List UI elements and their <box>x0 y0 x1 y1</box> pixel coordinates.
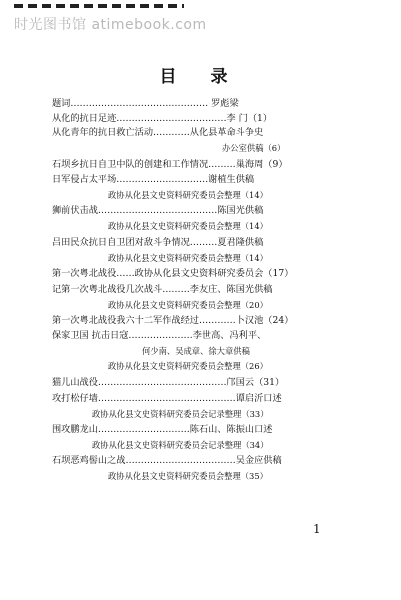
toc-entry: 吕田民众抗日自卫团对敌斗争情况………夏君隆供稿 <box>52 237 264 248</box>
toc-line-continuation: 政协从化县文史资料研究委员会整理（14） <box>108 221 268 231</box>
toc-entry: 石坝恶鸡髻山之战………………………………吴金应供稿 <box>52 455 282 466</box>
watermark: 时光图书馆 atimebook.com <box>14 17 207 33</box>
toc-line-continuation: 办公室供稿（6） <box>222 143 286 153</box>
page-title: 目 录 <box>159 67 242 87</box>
toc-entry: 记第一次粤北战役几次战斗………李友庄、陈国光供稿 <box>52 284 273 295</box>
toc-entry: 围攻鹏龙山…………………………陈石山、陈振山口述 <box>52 424 273 435</box>
toc-entry: 攻打松仔墙………………………………………谭启沂口述 <box>52 393 282 404</box>
toc-entry: 第一次粤北战役……政协从化县文史资料研究委员会（17） <box>52 268 294 279</box>
toc-line-continuation: 政协从化县文史资料研究委员会记录整理（33） <box>92 409 269 419</box>
toc-line-continuation: 何少南、吴成章、徐大章供稿 <box>142 346 250 356</box>
toc-line-continuation: 政协从化县文史资料研究委员会整理（26） <box>108 361 268 371</box>
toc-entry: 从化青年的抗日救亡活动…………从化县革命斗争史 <box>52 127 264 138</box>
toc-entry: 石坝乡抗日自卫中队的创建和工作情况………巢海周（9） <box>52 159 288 170</box>
toc-entry: 猫儿山战役……………………………………邝国云（31） <box>52 377 285 388</box>
toc-entry: 狮前伏击战…………………………………陈国光供稿 <box>52 205 264 216</box>
page-number: 1 <box>313 522 321 536</box>
toc-entry: 保家卫国 抗击日寇…………………李世高、冯利平、 <box>52 330 267 341</box>
toc-line-continuation: 政协从化县文史资料研究委员会整理（14） <box>108 190 268 200</box>
toc-line-continuation: 政协从化县文史资料研究委员会整理（35） <box>108 471 268 481</box>
toc-entry: 第一次粤北战役我六十二军作战经过…………卜汉池（24） <box>52 315 294 326</box>
top-edge-marks <box>14 4 184 8</box>
toc-line-continuation: 政协从化县文史资料研究委员会记录整理（34） <box>92 440 269 450</box>
toc-line-continuation: 政协从化县文史资料研究委员会整理（14） <box>108 253 268 263</box>
toc-entry: 日军侵占太平场…………………………谢植生供稿 <box>52 174 255 185</box>
toc-entry: 题词……………………………………… 罗彪梁 <box>52 98 239 109</box>
toc-line-continuation: 政协从化县文史资料研究委员会整理（20） <box>108 300 268 310</box>
toc-entry: 从化的抗日足迹………………………………李 门（1） <box>52 113 273 124</box>
